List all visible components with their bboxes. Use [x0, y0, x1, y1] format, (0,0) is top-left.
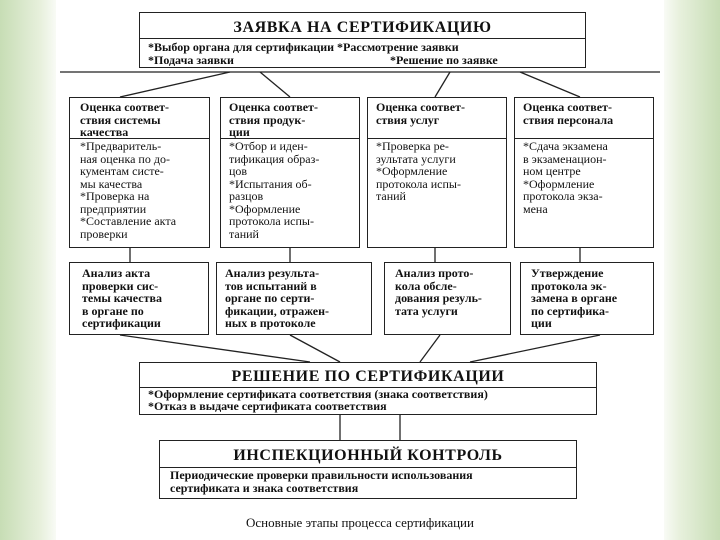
application-line2-right: *Решение по заявке — [390, 53, 498, 67]
assessment-items: *Проверка ре- зультата услуги *Оформление протокола испы- таний — [376, 139, 461, 203]
assessment-items: *Отбор и иден- тификация образ- цов *Испытания об- разцов *Оформление протокола испы- таний — [229, 139, 320, 241]
inspection-line2: сертификата и знака соответствия — [170, 481, 359, 495]
decision-title: РЕШЕНИЕ ПО СЕРТИФИКАЦИИ — [231, 368, 505, 385]
analysis-box-services — [384, 262, 511, 335]
assessment-title: Оценка соответ- ствия системы качества — [80, 100, 169, 139]
assessment-box-personnel — [514, 97, 654, 248]
decision-box — [139, 362, 597, 415]
application-line1: *Выбор органа для сертификации *Рассмотрение заявки — [148, 40, 459, 54]
analysis-text: Анализ прото- кола обсле- дования резуль- тата услуги — [395, 266, 482, 318]
assessment-items: *Сдача экзамена в экзаменацион- ном центре *Оформление протокола экза- мена — [523, 139, 608, 216]
analysis-text: Анализ результа- тов испытаний в органе по серти- фикации, отражен- ных в протоколе — [225, 266, 330, 330]
application-title: ЗАЯВКА НА СЕРТИФИКАЦИЮ — [233, 19, 492, 36]
assessment-box-quality-system — [69, 97, 210, 248]
inspection-box — [159, 440, 577, 499]
analysis-text: Утверждение протокола эк- замена в органе по сертифика- ции — [531, 266, 618, 330]
inspection-title: ИНСПЕКЦИОННЫЙ КОНТРОЛЬ — [233, 447, 503, 464]
assessment-box-services — [367, 97, 507, 248]
assessment-items: *Предваритель- ная оценка по до- кументам систе- мы качества *Проверка на предприятии *Составление акта проверки — [80, 139, 177, 241]
analysis-text: Анализ акта проверки сис- темы качества в органе по сертификации — [82, 266, 162, 330]
application-divider — [140, 38, 585, 39]
inspection-line1: Периодические проверки правильности использования — [170, 468, 473, 482]
application-box — [139, 12, 586, 68]
assessment-title: Оценка соответ- ствия персонала — [523, 100, 614, 127]
figure-caption: Основные этапы процесса сертификации — [246, 515, 474, 530]
application-line2-left: *Подача заявки — [148, 53, 234, 67]
decision-line2: *Отказ в выдаче сертификата соответствия — [148, 399, 387, 413]
assessment-box-products — [220, 97, 360, 248]
assessment-title: Оценка соответ- ствия услуг — [376, 100, 465, 127]
decision-line1: *Оформление сертификата соответствия (знака соответствия) — [148, 387, 488, 401]
assessment-title: Оценка соответ- ствия продук- ции — [229, 100, 318, 139]
analysis-box-personnel — [520, 262, 654, 335]
analysis-box-quality-system — [69, 262, 209, 335]
analysis-box-products — [216, 262, 372, 335]
